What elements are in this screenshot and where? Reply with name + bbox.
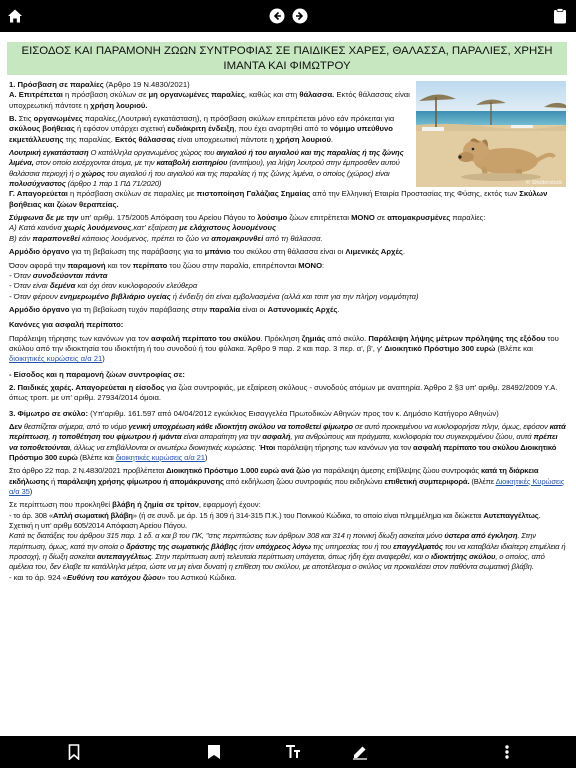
text-fragment: Σύμφωνα δε με την [9, 213, 79, 223]
text-fragment: ιδιοκτήτης σκύλου [430, 552, 496, 562]
text-fragment: πιστοποίηση Γαλάζιας Σημαίας [196, 189, 311, 199]
text-fragment: , καθώς και στη [244, 90, 300, 100]
text-fragment: ή ένδειξη ότι είναι εμβολιασμένα (αλλά και τσιπ για την πλήρη νομιμότητα) [170, 291, 419, 301]
text-fragment: μη οργανωμένες παραλίες [148, 90, 245, 100]
text-fragment: καταβολή εισιτηρίου [156, 158, 228, 168]
home-icon [7, 8, 23, 24]
text-fragment: για παράλειψη άμεσης επίβλεψης ζώου συντροφιάς [309, 466, 481, 476]
text-fragment: . [330, 134, 334, 144]
paragraph [9, 213, 566, 223]
text-fragment: κάποιος λουόμενος, πρέπει το ζώο να [80, 233, 212, 243]
text-fragment: , εφαρμογή έχουν: [198, 500, 261, 510]
text-fragment: ΜΟΝΟ [351, 213, 375, 223]
text-fragment: Εκτός θάλασσας [114, 134, 176, 144]
text-fragment: Β. [9, 114, 17, 124]
text-fragment: . Πρόκληση [260, 333, 302, 343]
italic-run [9, 281, 197, 290]
text-fragment: , ο οποίος, από αμέλεια του, δεν έλαβε τα κατάλληλα μέτρα, ώστε να μη είναι δυνατή η επίθεση του σκύλου, με αποτέλεσμα ο σκύλος να προκαλέσει στον παθόντα σωματική βλάβη. [9, 552, 545, 572]
text-fragment: ,κατ' εξαίρεση [131, 223, 180, 233]
paragraph [9, 383, 566, 404]
penalties-link-21-muzzle[interactable]: διοικητικές κυρώσεις α/α 21 [115, 453, 205, 462]
top-toolbar [0, 0, 576, 32]
text-fragment: παραλίες: [450, 213, 486, 223]
paragraph [9, 370, 566, 380]
text-fragment: η πρόσβαση σκύλων σε παραλίες με [67, 189, 197, 199]
text-fragment: . Στην περίπτωση αυτή τελευταία περίπτωση υπάγεται, όπως ήδη έχει αναφερθεί, και ο [151, 552, 431, 562]
text-fragment: παραλίες,(Λουτρική εγκατάσταση), η πρόσβαση σκύλων επιτρέπεται μόνο εάν πρόκειται για [82, 114, 395, 124]
text-fragment: κατά τη διάρκεια εκδήλωσης [9, 466, 539, 486]
text-fragment: ) [29, 487, 33, 497]
text-fragment: απομακρυσμένες [387, 213, 451, 223]
document-page [0, 32, 576, 736]
bookmarks-list-icon [207, 744, 221, 760]
text-fragment: , για ανθρώπους και πράγματα, κυκλοφορία του συγκεκριμένου ζώου, αυτά [290, 432, 534, 442]
text-fragment: Ο κατάλληλα οργανωμένος χώρος του [88, 148, 217, 158]
text-fragment: για τη βεβαίωση τυχόν παράβασης στην [69, 304, 210, 314]
back-arrow-icon [269, 8, 285, 24]
text-size-icon [284, 744, 302, 760]
text-fragment: - Όταν είναι [9, 281, 50, 291]
bookmark-button[interactable] [61, 740, 87, 764]
bottom-toolbar [0, 736, 576, 768]
text-fragment: (Βλέπε [469, 476, 496, 486]
text-fragment: (Βλέπε και [77, 453, 116, 462]
text-fragment: από την Ελληνική Εταιρία Προστασίας της Φύσης, εκτός των [310, 189, 520, 199]
text-size-button[interactable] [280, 740, 306, 764]
text-fragment: παραλία [209, 304, 241, 314]
text-fragment: για ζώα συντροφιάς, με εξαίρεση σκύλους - συνοδούς ατόμων με αναπηρία. Άρθρο 2 §3 υπ' αριθμ. 28492/2009 Υ.Α. όπως τροπ. με υπ' αριθμ. 27934/2014 όμοια. [9, 382, 558, 403]
text-fragment: από τη θάλασσα. [263, 233, 323, 243]
text-fragment: δεμένα [49, 281, 76, 291]
text-fragment: Αρμόδιο όργανο [9, 247, 70, 257]
text-fragment: Απλή σωματική βλάβη [52, 510, 133, 520]
text-fragment: χρήση λουριού [275, 134, 331, 144]
text-fragment: απομακρυνθεί [211, 233, 264, 243]
text-fragment: οργανωμένες [33, 114, 83, 124]
page-title: ΕΙΣΟΔΟΣ ΚΑΙ ΠΑΡΑΜΟΝΗ ΖΩΩΝ ΣΥΝΤΡΟΦΙΑΣ ΣΕ ΠΑΙΔΙΚΕΣ ΧΑΡΕΣ, ΘΑΛΑΣΣΑ, ΠΑΡΑΛΙΕΣ, ΧΡΗΣΗ ΙΜΑΝΤΑ ΚΑΙ ΦΙΜΩΤΡΟΥ [7, 42, 567, 75]
text-fragment: του σκύλου στη θάλασσα είναι οι [230, 247, 346, 257]
text-fragment: Εκτός θάλασσας είναι υποχρεωτική πάντοτε η [9, 90, 410, 110]
paragraph [9, 531, 566, 572]
section-heading-entry: - Είσοδος και η παραμονή ζώων συντροφίας σε: [9, 369, 185, 379]
text-fragment: νόμιμο υπεύθυνο εκμετάλλευσης [9, 124, 393, 144]
text-fragment: χωρίς λουόμενους [63, 223, 132, 233]
text-fragment: Όσον αφορά την [9, 260, 68, 270]
text-fragment: ζώων επιτρέπεται [287, 213, 352, 223]
clipboard-icon [553, 8, 567, 24]
text-fragment: ήταν [237, 541, 256, 551]
text-fragment: ασφαλή περίπατο του σκύλου Διοικητικό Πρόστιμο 300 ευρώ [9, 442, 557, 462]
more-options-button[interactable] [494, 740, 520, 764]
text-fragment: Αρμόδιο όργανο [9, 304, 70, 314]
text-fragment: - το άρ. 308 « [9, 510, 53, 520]
text-fragment: - Όταν [9, 270, 33, 280]
text-fragment: ) [102, 354, 105, 364]
text-fragment: (άρθρο 1 παρ 1 ΠΔ 71/2020) [65, 179, 162, 189]
paragraph [9, 271, 566, 281]
text-fragment: στον οποίο εισέρχονται άτομα, με την [33, 158, 157, 168]
italic-run [9, 148, 404, 188]
text-fragment: ενημερωμένο βιβλιάριο υγείας [59, 291, 171, 301]
text-fragment: θάλασσα. [299, 90, 335, 100]
text-fragment: Ήτοι [258, 442, 276, 452]
text-fragment: . Σχετική η υπ' αριθμ 605/2014 Απόφαση Αρείου Πάγου. [9, 510, 541, 531]
text-fragment: Γ. Απαγορεύεται [9, 189, 68, 199]
clipboard-button[interactable] [550, 4, 570, 28]
text-fragment: συνοδεύονται πάντα [32, 270, 108, 280]
text-fragment: - και το άρ. 924 « [9, 572, 68, 582]
text-fragment: Κατά τις διατάξεις του άρθρου 315 παρ. 1 εδ. α και β του ΠΚ, "στις περιπτώσεις των άρθρων 308 και 314 η ποινική δίωξη ασκείται μόνο [9, 531, 445, 541]
text-fragment: του αιγιαλού ή του αιγιαλού και της παραλίας ή της ζώνης λιμένα, ο οποίος (χώρος) είναι [104, 168, 390, 178]
text-fragment: Αυτεπαγγέλτως [483, 510, 539, 520]
text-fragment: Παράλειψη λήψης μέτρων πρόληψης της εξόδου [368, 333, 546, 343]
home-button[interactable] [5, 4, 25, 28]
text-fragment: του σκύλου από την ιδιοκτησία του ιδιοκτήτη ή του συνοδού ή του φύλακα. Άρθρο 9 παρ. 2 και παρ. 3 περ. α', β', γ' [9, 333, 559, 353]
text-fragment: παράλειψη τήρησης των κανόνων για τον [275, 442, 414, 452]
text-fragment: Αστυνομικές Αρχές [267, 304, 338, 314]
section-heading-safe-walk: Κανόνες για ασφαλή περίπατο: [9, 320, 124, 330]
text-fragment: Διοικητικό Πρόστιμο 1.000 ευρώ ανά ζώο [166, 466, 310, 476]
forward-button[interactable] [290, 4, 310, 28]
text-fragment: , [48, 432, 53, 442]
bookmark-icon [68, 744, 80, 760]
text-fragment: Σε περίπτωση που προκληθεί [9, 500, 113, 510]
text-fragment: Α. Επιτρέπεται [9, 90, 63, 100]
paragraph [9, 500, 566, 510]
paragraph [9, 409, 566, 419]
text-fragment: για τη βεβαίωση της παράβασης για το [69, 247, 205, 257]
text-fragment: χρήση λουριού. [90, 100, 148, 110]
text-fragment: αιγιαλού ή του αιγιαλού και της παραλίας ή της ζώνης λιμένα, [9, 148, 404, 168]
italic-run [9, 213, 78, 222]
text-fragment: χώρος [81, 168, 105, 178]
text-fragment: σε αυτό προκειμένου να κυκλοφορήσει πλην, όμως, εφόσον [352, 421, 550, 431]
text-fragment: (Υπ'αριθμ. 161.597 από 04/04/2012 εγκύκλιος Εισαγγελέα Πρωτοδικών Αθηνών προς τον κ. Δημόσιο Κατήγορο Αθηνών) [88, 408, 499, 418]
paragraph [9, 320, 566, 330]
text-fragment: είναι οι [240, 304, 268, 314]
text-fragment: λούσιμο [257, 213, 288, 223]
section-heading-muzzle: 3. Φίμωτρο σε σκύλο: [9, 408, 89, 418]
text-fragment: βλάβη ή ζημία σε τρίτον [112, 500, 199, 510]
text-fragment: της παραλίας. [63, 134, 115, 144]
paragraph [9, 422, 566, 463]
text-fragment: Σκύλων βοήθειας και ζώων θεραπείας. [9, 189, 548, 209]
text-fragment: » του Αστικού Κώδικα. [161, 572, 237, 582]
text-fragment: . [337, 304, 340, 314]
text-fragment: (Άρθρο 19 Ν.4830/2021) [103, 80, 190, 89]
text-fragment: θεσπίζεται σήμερα, από το νόμο [21, 421, 129, 431]
text-fragment: και τον [105, 260, 133, 270]
text-fragment: πολυσύχναστος [9, 179, 66, 189]
text-fragment: ή εφόσον υπάρχει σχετική [74, 124, 168, 134]
text-fragment: Παράλειψη τήρησης των κανόνων για τον [9, 333, 151, 343]
paragraph [9, 511, 566, 532]
text-fragment: και όχι όταν κυκλοφορούν ελεύθερα [75, 281, 198, 291]
text-fragment: επιθετική συμπεριφορά. [384, 476, 470, 486]
text-fragment: από εκδήλωση ζώου συντροφιάς που εκδηλώνει [223, 476, 385, 486]
back-button[interactable] [267, 4, 287, 28]
text-fragment: - Όταν φέρουν [9, 291, 60, 301]
text-fragment: ασφαλή [262, 432, 291, 442]
text-fragment: , άλλως να επιβάλλονται οι ανωτέρω διοικητικές κυρώσεις. [69, 442, 259, 452]
text-fragment: μπάνιο [204, 247, 231, 257]
text-fragment: (Βλέπε και [495, 343, 533, 353]
text-fragment: παράλειψη χρήσης φίμωτρου ή απομάκρυνσης [57, 476, 224, 486]
text-fragment: ή [49, 476, 58, 486]
text-fragment: . Στην περίπτωση, όμως, κατά την οποία ο [9, 531, 536, 551]
text-fragment: του να καταβάλει ιδιαίτερη επιμέλεια ή προσοχή, η δίωξη ασκείται [9, 541, 566, 562]
text-fragment: είναι απαραίτητη για την [181, 432, 263, 442]
text-fragment: » (ή σε συνδ. με άρ. 15 ή 309 ή 314-315 Π.Κ.) του Ποινικού Κώδικα, το οποίο είναι πλημμέλημα και διώκεται [132, 510, 484, 520]
text-fragment: Λουτρική εγκατάσταση [9, 148, 89, 158]
text-fragment: . [402, 247, 405, 257]
document-body [9, 80, 566, 583]
text-fragment: η πρόσβαση σκύλων σε [62, 90, 149, 100]
text-fragment: ) [204, 453, 208, 462]
paragraph [9, 305, 566, 315]
text-fragment: Στις [16, 114, 34, 124]
paragraph [9, 261, 566, 271]
text-fragment: περίπατο [132, 260, 168, 270]
italic-run [9, 531, 565, 571]
text-fragment: , που έχει αναρτηθεί από το [234, 124, 330, 134]
text-fragment: 2. Παιδικές χαρές. Απαγορεύεται η είσοδος [9, 382, 165, 392]
text-fragment: ζημιάς [301, 333, 326, 343]
photo-watermark: © Shutterstock [526, 180, 563, 186]
forward-arrow-icon [292, 8, 308, 24]
italic-run [67, 573, 161, 582]
penalties-link-35[interactable]: Διοικητικές Κυρώσεις α/α 35 [9, 476, 565, 497]
text-fragment: σκύλους βοήθειας [9, 124, 75, 134]
text-fragment: Δεν [9, 421, 22, 431]
edit-note-button[interactable] [347, 740, 373, 764]
text-fragment: Β) εάν [9, 233, 33, 243]
paragraph [9, 292, 566, 302]
text-fragment: με ελάχιστους λουομένους [179, 223, 277, 233]
paragraph [9, 466, 566, 497]
text-fragment: υπόχρεος λόγω [255, 541, 312, 551]
italic-run [9, 234, 323, 243]
text-fragment: είναι υποχρεωτική πάντοτε η [175, 134, 276, 144]
text-fragment: δράστης της σωματικής βλάβης [126, 541, 238, 551]
text-fragment: επαγγέλματός [393, 541, 443, 551]
paragraph [9, 189, 566, 210]
text-fragment: κατά περίπτωση [9, 421, 566, 442]
text-fragment: Διοικητικό Πρόστιμο 300 ευρώ [384, 343, 496, 353]
beach-dog-image [416, 81, 566, 187]
paragraph [9, 281, 566, 291]
paragraph [9, 573, 566, 583]
italic-run [9, 223, 276, 232]
text-fragment: Λιμενικές Αρχές [345, 247, 403, 257]
text-fragment: ασφαλή περίπατο του σκύλου [151, 333, 261, 343]
text-fragment: από σκύλο. [325, 333, 369, 343]
text-fragment: 1. Πρόσβαση σε παραλίες [9, 80, 104, 89]
penalties-link-21[interactable]: διοικητικές κυρώσεις α/α 21 [9, 354, 103, 364]
text-fragment: υπ' αριθμ. 175/2005 Απόφαση του Αρείου Πάγου το [78, 213, 258, 223]
paragraph [9, 247, 566, 257]
text-fragment: σε [374, 213, 388, 223]
text-fragment: του ζώου στην παραλία, επιτρέπονται [167, 260, 299, 270]
text-fragment: ΜΟΝΟ [298, 260, 323, 270]
text-fragment: της υπηρεσίας του ή του [311, 541, 394, 551]
paragraph [9, 334, 566, 365]
text-fragment: γενική υποχρέωση κάθε ιδιοκτήτη σκύλου να τοποθετεί φίμωτρο [128, 421, 353, 431]
more-options-icon [504, 744, 510, 760]
text-fragment: Στο άρθρο 22 παρ. 2 Ν.4830/2021 προβλέπεται [9, 466, 167, 476]
bookmarks-list-button[interactable] [201, 740, 227, 764]
text-fragment: πρέπει να τοποθετούνται [9, 432, 558, 452]
beach-dog-photo [416, 81, 566, 187]
paragraph [9, 234, 566, 244]
italic-run [9, 292, 419, 301]
text-fragment: αυτεπαγγέλτως [96, 552, 152, 562]
text-fragment: ευδιάκριτη ένδειξη [167, 124, 235, 134]
text-fragment: (αντιτίμου), για λήψη λουτρού στην έμπροσθεν αυτού θαλάσσια περιοχή ή ο [9, 158, 400, 178]
text-fragment: η τοποθέτηση του φίμωτρου ή ιμάντα [52, 432, 182, 442]
text-fragment: παραπονεθεί [32, 233, 81, 243]
paragraph [9, 223, 566, 233]
text-fragment: Ευθύνη του κατόχου ζώου [67, 572, 162, 582]
edit-note-icon [352, 744, 368, 760]
text-fragment: : [322, 260, 325, 270]
italic-run [9, 271, 107, 280]
text-fragment: παραμονή [67, 260, 106, 270]
text-fragment: ύστερα από έγκληση [444, 531, 518, 541]
text-fragment: Α) Κατά κανόνα [9, 223, 64, 233]
